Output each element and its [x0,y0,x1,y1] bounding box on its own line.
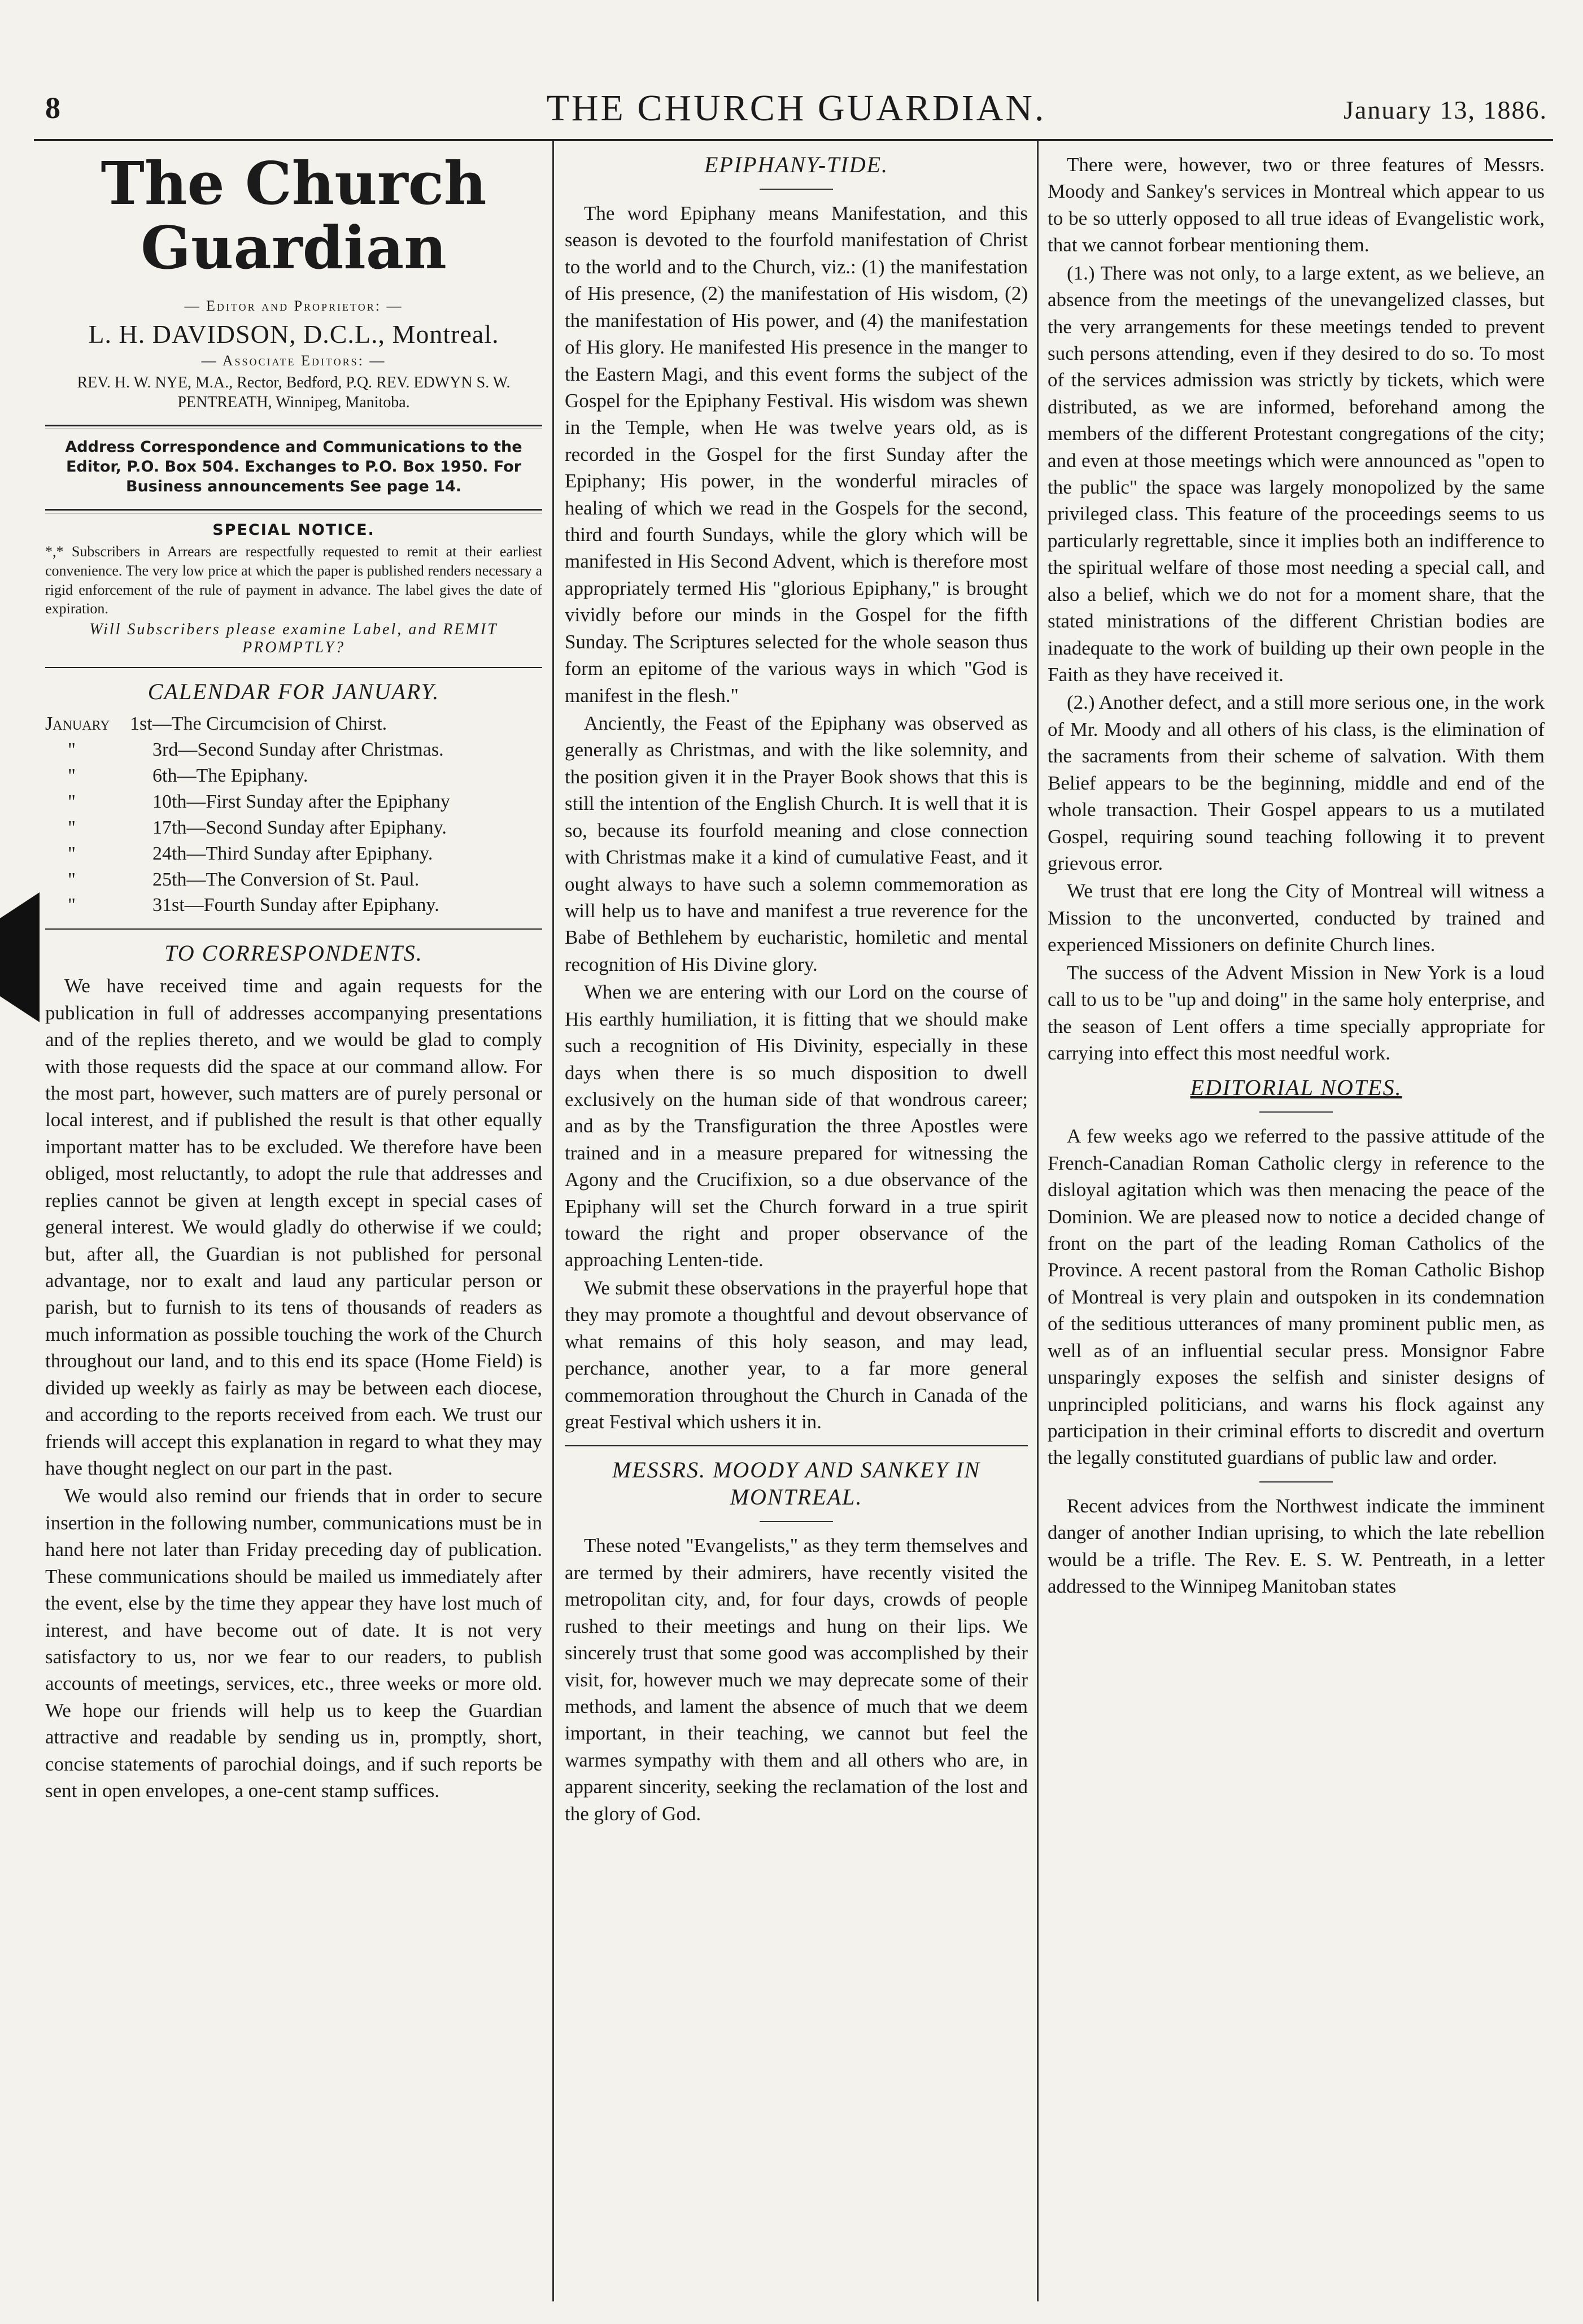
divider [45,667,542,668]
moody-heading: MESSRS. MOODY AND SANKEY IN MONTREAL. [612,1457,981,1510]
calendar-month: " [68,791,76,812]
divider [45,928,542,930]
calendar-text: 25th—The Conversion of St. Paul. [152,869,420,890]
calendar-text: 17th—Second Sunday after Epiphany. [152,817,447,838]
epiphany-heading: EPIPHANY-TIDE. [704,152,889,177]
editor-name: L. H. DAVIDSON, D.C.L., Montreal. [88,319,499,348]
masthead-title: The Church Guardian [101,151,487,283]
calendar-month: " [68,895,76,916]
calendar-text: 6th—The Epiphany. [152,765,308,787]
moody-paragraph: (1.) There was not only, to a large extent, as we believe, an absence from the meetings of the unevangelized classes, but the very arrangements for these meetings tended to prevent such persons attending, even if they desired to do so. To most of the services admission was strictly by tickets, which were distributed, as we are informed, beforehand among the members of the different Protestant congregations of the city; and even at those meetings which were announced as "open to the public" the space was largely monopolized by the same privileged class. This feature of the proceedings seems to us particularly regrettable, since it implies both an indifference to the spiritual welfare of those most needing a special call, and also a belief, which we do not for a moment share, that the stated ministrations of the different Christian bodies are inadequate to the work of building up their own people in the Faith as they have received it. [1048,261,1545,686]
scan-binding-mark [0,892,40,1022]
moody-paragraph: The success of the Advent Mission in New York is a loud call to us to be "up and doing" in the same holy enterprise, and the season of Lent offers a time specially appropriate for carrying into effect this most needful work. [1048,961,1545,1064]
moody-paragraph: There were, however, two or three features of Messrs. Moody and Sankey's services in Montreal which appear to us to be so utterly opposed to all true ideas of Evangelistic work, that we cannot forbear mentioning them. [1048,154,1545,256]
divider [1259,1481,1333,1483]
calendar-month: " [68,843,76,864]
associate-editors-label: — Associate Editors: — [201,352,386,369]
calendar-entry [45,892,542,918]
calendar-month: " [68,739,76,761]
calendar-text: 31st—Fourth Sunday after Epiphany. [152,895,439,916]
divider [760,189,833,190]
special-notice-tail: Will Subscribers please examine Label, and REMIT PROMPTLY? [89,621,498,657]
editorial-paragraph: Recent advices from the Northwest indicate the imminent danger of another Indian uprising, to which the late rebellion would be a trifle. The Rev. E. S. W. Pentreath, in a letter addressed to the Winnipeg Manitoban states [1048,1494,1545,1598]
calendar-month: " [68,765,76,787]
calendar-text: 24th—Third Sunday after Epiphany. [152,843,433,864]
associate-editors: REV. H. W. NYE, M.A., Rector, Bedford, P.Q. REV. EDWYN S. W. PENTREATH, Winnipeg, Manitoba. [77,373,511,411]
divider [565,1445,1028,1446]
divider [45,425,542,429]
divider [45,509,542,513]
calendar-month: " [68,869,76,890]
special-notice-title: SPECIAL NOTICE. [212,521,375,539]
epiphany-paragraph: We submit these observations in the prayerful hope that they may promote a thoughtful and devout observance of what remains of this holy season, and may lead, perchance, another year, to a far more general commemoration throughout the Church in Canada of the great Festival which ushers it in. [565,1276,1028,1433]
issue-date: January 13, 1886. [1343,95,1547,124]
column-divider [1037,141,1039,2301]
column-1 [45,151,542,2301]
epiphany-paragraph: The word Epiphany means Manifestation, and this season is devoted to the fourfold manifestation of Christ to the world and to the Church, viz.: (1) the manifestation of His presence, (2) the manifestation of His wisdom, (2) the manifestation of His power, and (4) the manifestation of His glory. He manifested His presence in the manger to the Eastern Magi, and this event forms the subject of the Gospel for the Epiphany Festival. His wisdom was shewn in the Temple, when He was twelve years old, as is recorded in the Gospel for the first Sunday after the Epiphany; His power, in the wonderful miracles of healing of which we read in the Gospels for the second, third and fourth Sundays, while the glory which will be manifested in His Second Advent, which is therefore most appropriately termed His "glorious Epiphany," is brought vividly before our minds in the Gospel for the fifth Sunday. The Scriptures selected for the whole season thus form an epitome of the various ways in which "God is manifest in the flesh." [565,202,1028,707]
moody-paragraph: We trust that ere long the City of Montreal will witness a Mission to the unconverted, conducted by trained and experienced Missioners on definite Church lines. [1048,880,1545,956]
calendar-entry [45,789,542,815]
divider [760,1521,833,1522]
column-divider [552,141,554,2301]
calendar-entry [45,737,542,763]
calendar-entry [45,711,542,737]
calendar-month: " [68,817,76,838]
column-3 [1048,151,1545,2301]
column-2 [565,151,1028,2301]
newspaper-title: THE CHURCH GUARDIAN. [546,88,1046,129]
calendar-entry [45,841,542,867]
calendar-text: 10th—First Sunday after the Epiphany [152,791,450,812]
address-notice: Address Correspondence and Communications to the Editor, P.O. Box 504. Exchanges to P.O. Box 1950. For Business announcements See page 14. [65,438,522,495]
epiphany-paragraph: Anciently, the Feast of the Epiphany was observed as generally as Christmas, and with the like solemnity, and the position given it in the Prayer Book shows that this is still the intention of the English Church. It is well that it is so, because its fourfold meaning and close connection with Christmas make it a kind of cumulative Feast, and it ought always to have such a solemn commemoration as will help us to have and manifest a true reverence for the Babe of Bethlehem by eucharistic, homiletic and mental recognition of His Divine glory. [565,712,1028,975]
calendar-entry [45,815,542,841]
calendar-text: 3rd—Second Sunday after Christmas. [152,739,444,761]
moody-paragraph: These noted "Evangelists," as they term themselves and are termed by their admirers, have recently visited the metropolitan city, and, for four days, crowds of people rushed to their meetings and hung on their lips. We sincerely trust that some good was accomplished by their visit, for, however much we may deprecate some of their methods, and lament the absence of much that we deem important, in their teaching, we cannot but feel the warmes sympathy with them and all others who are, in apparent sincerity, seeking the reclamation of the lost and the glory of God. [565,1534,1028,1825]
calendar-list [45,711,542,918]
editorial-paragraph: A few weeks ago we referred to the passive attitude of the French-Canadian Roman Catholic clergy in reference to the disloyal agitation which was then menacing the peace of the Dominion. We are pleased now to notice a decided change of front on the part of the leading Roman Catholics of the Province. A recent pastoral from the Roman Catholic Bishop of Montreal is very plain and outspoken in its condemnation of the seditious utterances of many prominent public men, as well as of an influential secular press. Monsignor Fabre unsparingly exposes the selfish and sinister designs of unprincipled politicians, and warns his flock against any participation in their criminal efforts to discredit and overturn the legally constituted guardians of public law and order. [1048,1125,1545,1469]
correspondents-paragraph: We have received time and again requests for the publication in full of addresses accompanying presentations and of the replies thereto, and we would be glad to comply with those requests did the space at our command allow. For the most part, however, such matters are of purely personal or local interest, and if published the result is that other equally important matter has to be excluded. We therefore have been obliged, most reluctantly, to adopt the rule that addresses and replies cannot be given at length except in special cases of general interest. We would gladly do otherwise if we could; but, after all, the Guardian is not published for personal advantage, nor to exalt and laud any particular person or parish, but to furnish to its tens of thousands of readers as much information as possible touching the work of the Church throughout our land, and to this end its space (Home Field) is divided up weekly as fairly as may be between each diocese, and according to the reports received from each. We trust our friends will accept this explanation in regard to what they may have thought neglect on our part in the past. [45,975,542,1479]
calendar-heading: CALENDAR FOR JANUARY. [147,679,440,705]
calendar-entry [45,763,542,789]
editor-label: — Editor and Proprietor: — [184,297,403,314]
calendar-text: 1st—The Circumcision of Chirst. [130,713,387,735]
calendar-entry [45,867,542,893]
page-header [45,90,1547,141]
divider [1259,1111,1333,1113]
page-number: 8 [45,91,60,125]
special-notice-body: *,* Subscribers in Arrears are respectfully requested to remit at their earliest convenience. The very low price at which the paper is published renders necessary a rigid enforcement of the rule of payment in advance. The label gives the date of expiration. [45,543,542,617]
moody-paragraph: (2.) Another defect, and a still more serious one, in the work of Mr. Moody and all others of his class, is the elimination of the sacraments from their scheme of salvation. With them Belief appears to be the beginning, middle and end of the whole transaction. Their Gospel appears to us a mutilated Gospel, requiring sound teaching following it to prevent grievous error. [1048,691,1545,874]
header-rule [34,139,1553,141]
correspondents-paragraph: We would also remind our friends that in order to secure insertion in the following number, communications must be in hand here not later than Friday preceding day of publication. These communications should be mailed us immediately after the event, else by the time they appear they have lost much of interest, and have become out of date. It is not very satisfactory to us, nor we fear to our readers, to publish accounts of meetings, services, etc., three weeks or more old. We hope our friends will help us to keep the Guardian attractive and readable by sending us in, promptly, short, concise statements of parochial doings, and if such reports be sent in open envelopes, a one-cent stamp suffices. [45,1485,542,1802]
correspondents-heading: TO CORRESPONDENTS. [164,940,423,966]
editorial-notes-heading: EDITORIAL NOTES. [1190,1075,1402,1101]
calendar-month: January [45,713,110,735]
epiphany-paragraph: When we are entering with our Lord on the course of His earthly humiliation, it is fitting that we should make such a recognition of His Divinity, especially in these days when there is so much disposition to dwell exclusively on the human side of that wondrous career; and as by the Transfiguration the three Apostles were trained and in a measure prepared for witnessing the Agony and the Crucifixion, so a due observance of the Epiphany will set the Church forward in a true spirit toward the right and proper observance of the approaching Lenten-tide. [565,981,1028,1271]
